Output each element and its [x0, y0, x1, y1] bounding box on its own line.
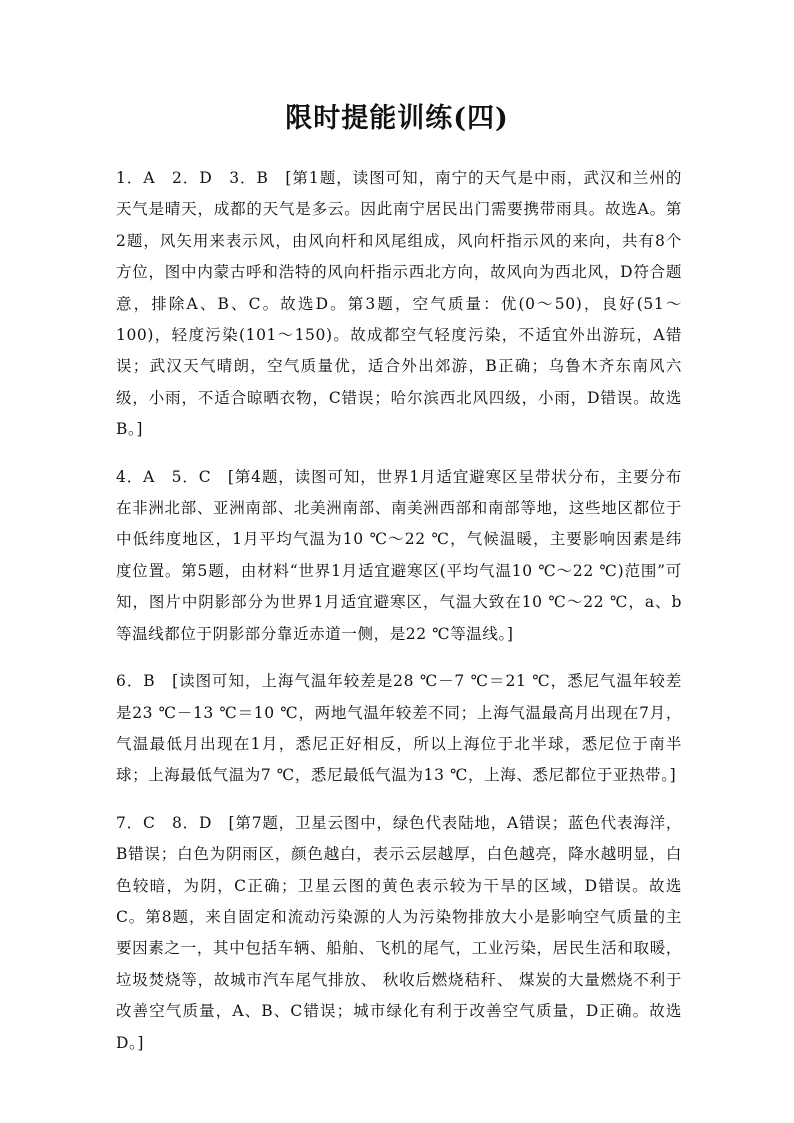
page-title: 限时提能训练(四) — [285, 103, 509, 134]
answer-section — [116, 163, 682, 1075]
answer-paragraph-4-5: 4．A 5．C [第4题，读图可知，世界1月适宜避寒区呈带状分布，主要分布在非洲北部、亚洲南部、北美洲南部、南美洲西部和南部等地，这些地区都位于中低纬度地区，1月平均气温为10 ℃～22 ℃，气候温暖，主要影响因素是纬度位置。第5题，由材料“世界1月适宜避寒区(平均气温10 ℃～22 ℃)范围”可知，图片中阴影部分为世界1月适宜避寒区，气温大致在10 ℃～22 ℃，a、b等温线都位于阴影部分靠近赤道一侧，是22 ℃等温线。] — [116, 467, 682, 643]
answer-paragraph-1-3: 1．A 2．D 3．B [第1题，读图可知，南宁的天气是中雨，武汉和兰州的天气是晴天，成都的天气是多云。因此南宁居民出门需要携带雨具。故选A。第2题，风矢用来表示风，由风向杆和风尾组成，风向杆指示风的来向，共有8个方位，图中内蒙古呼和浩特的风向杆指示西北方向，故风向为西北风，D符合题意，排除A、B、C。故选D。第3题，空气质量：优(0～50)，良好(51～100)，轻度污染(101～150)。故成都空气轻度污染，不适宜外出游玩，A错误；武汉天气晴朗，空气质量优，适合外出郊游，B正确；乌鲁木齐东南风六级，小雨，不适合晾晒衣物，C错误；哈尔滨西北风四级，小雨，D错误。故选B。] — [116, 169, 682, 439]
answer-paragraph-7-8: 7．C 8．D [第7题，卫星云图中，绿色代表陆地，A错误；蓝色代表海洋，B错误；白色为阴雨区，颜色越白，表示云层越厚，白色越亮，降水越明显，白色较暗，为阴，C正确；卫星云图的黄色表示较为干旱的区域，D错误。故选C。第8题，来自固定和流动污染源的人为污染物排放大小是影响空气质量的主要因素之一，其中包括车辆、船舶、飞机的尾气，工业污染，居民生活和取暖，垃圾焚烧等，故城市汽车尾气排放、 秋收后燃烧秸秆、 煤炭的大量燃烧不利于改善空气质量，A、B、C错误；城市绿化有利于改善空气质量，D正确。故选D。] — [116, 813, 682, 1052]
answer-paragraph-6: 6．B [读图可知，上海气温年较差是28 ℃－7 ℃＝21 ℃，悉尼气温年较差是23 ℃－13 ℃＝10 ℃，两地气温年较差不同；上海气温最高月出现在7月，气温最低月出现在1月，悉尼正好相反，所以上海位于北半球，悉尼位于南半球；上海最低气温为7 ℃，悉尼最低气温为13 ℃，上海、悉尼都位于亚热带。] — [116, 672, 682, 785]
